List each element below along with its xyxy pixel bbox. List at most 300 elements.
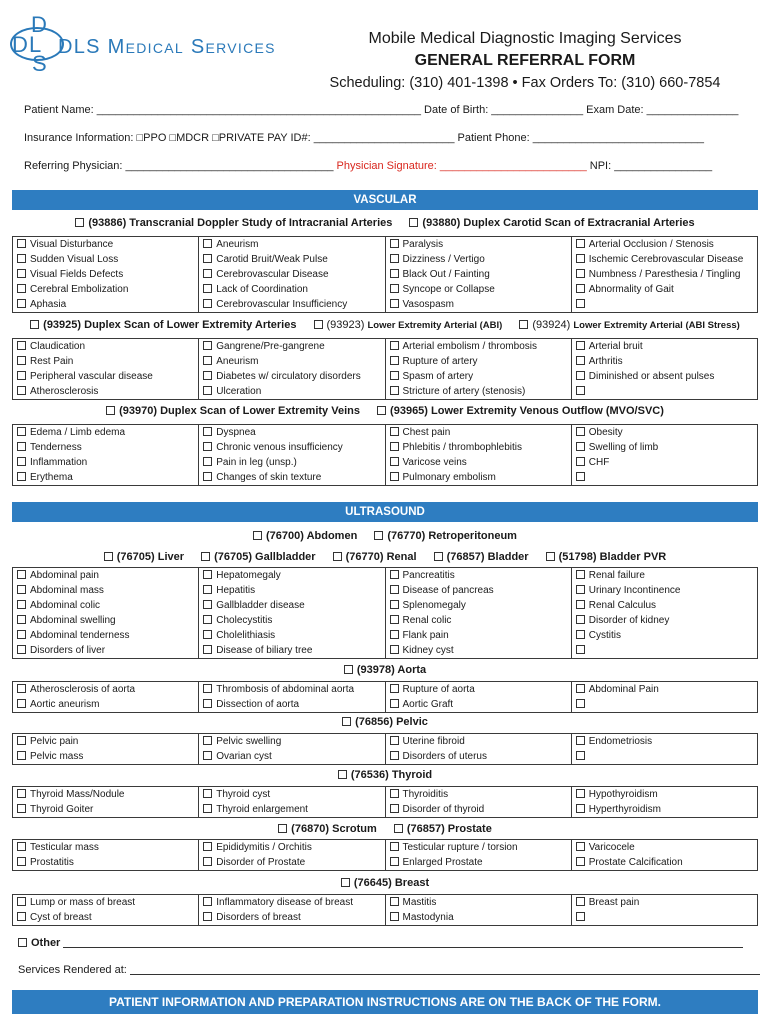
- checkbox[interactable]: [17, 804, 26, 813]
- checkbox-item[interactable]: [17, 840, 194, 855]
- checkbox-item[interactable]: [17, 697, 194, 712]
- checkbox-item[interactable]: [203, 613, 380, 628]
- checkbox-item[interactable]: [576, 297, 753, 312]
- checkbox[interactable]: [333, 552, 342, 561]
- checkbox-item[interactable]: [17, 583, 194, 598]
- checkbox[interactable]: [18, 938, 27, 947]
- checkbox[interactable]: [17, 615, 26, 624]
- checkbox-item[interactable]: [576, 252, 753, 267]
- checkbox[interactable]: [390, 386, 399, 395]
- checkbox-item[interactable]: [576, 643, 753, 658]
- checkbox-item[interactable]: [390, 802, 567, 817]
- checkbox[interactable]: [203, 472, 212, 481]
- checkbox-item[interactable]: [203, 583, 380, 598]
- checkbox[interactable]: [576, 299, 585, 308]
- checkbox-item[interactable]: [17, 613, 194, 628]
- checkbox-label: Peripheral vascular disease: [30, 371, 153, 382]
- checkbox-item[interactable]: [576, 628, 753, 643]
- checkbox[interactable]: [17, 239, 26, 248]
- checkbox[interactable]: [17, 457, 26, 466]
- checkbox-item[interactable]: [17, 282, 194, 297]
- checkbox-item[interactable]: [203, 697, 380, 712]
- checkbox[interactable]: [341, 878, 350, 887]
- checkbox[interactable]: [390, 751, 399, 760]
- checkbox[interactable]: [201, 552, 210, 561]
- checkbox-item[interactable]: [576, 855, 753, 870]
- grid-column: [571, 568, 757, 659]
- checkbox[interactable]: [17, 645, 26, 654]
- checkbox-item[interactable]: [17, 895, 194, 910]
- checkbox[interactable]: [576, 645, 585, 654]
- checkbox-item[interactable]: [203, 749, 380, 764]
- checkbox-item[interactable]: [576, 354, 753, 369]
- checkbox-item[interactable]: [203, 425, 380, 440]
- checkbox-item[interactable]: [203, 297, 380, 312]
- checkbox-label: Disorder of Prostate: [216, 857, 306, 868]
- checkbox-item[interactable]: [576, 425, 753, 440]
- patient-name-line[interactable]: Patient Name: _____________________________________________________ Date of Birth: _______________ Exam Date: _______________: [24, 104, 739, 116]
- checkbox-label: Rupture of aorta: [402, 684, 475, 695]
- checkbox-item[interactable]: [17, 425, 194, 440]
- checkbox-item[interactable]: [576, 455, 753, 470]
- checkbox-item[interactable]: [390, 855, 567, 870]
- checkbox-label: Carotid Bruit/Weak Pulse: [216, 254, 328, 265]
- checkbox-label: Aortic Graft: [402, 699, 454, 710]
- checkbox-item[interactable]: [576, 734, 753, 749]
- checkbox[interactable]: [390, 684, 399, 693]
- checkbox-label: Thyroid Mass/Nodule: [30, 789, 125, 800]
- checkbox[interactable]: [203, 897, 212, 906]
- checkbox-item[interactable]: [203, 455, 380, 470]
- checkbox[interactable]: [390, 585, 399, 594]
- checkbox-label: Gangrene/Pre-gangrene: [216, 341, 325, 352]
- checkbox-label: Breast pain: [588, 897, 640, 908]
- checkbox[interactable]: [17, 630, 26, 639]
- checkbox-item[interactable]: [576, 267, 753, 282]
- checkbox[interactable]: [17, 254, 26, 263]
- referring-physician-field[interactable]: Referring Physician: __________________________________: [24, 160, 337, 172]
- checkbox[interactable]: [17, 751, 26, 760]
- checkbox-item[interactable]: [576, 282, 753, 297]
- checkbox-item[interactable]: [203, 252, 380, 267]
- checkbox[interactable]: [17, 699, 26, 708]
- checkbox-item[interactable]: [203, 682, 380, 697]
- checkbox[interactable]: [17, 341, 26, 350]
- checkbox[interactable]: [377, 406, 386, 415]
- checkbox[interactable]: [253, 531, 262, 540]
- checkbox[interactable]: [390, 371, 399, 380]
- checkbox-label: Disorder of thyroid: [402, 804, 485, 815]
- checkbox-item[interactable]: [576, 568, 753, 583]
- checkbox[interactable]: [203, 457, 212, 466]
- checkbox[interactable]: [203, 269, 212, 278]
- checkbox[interactable]: [576, 600, 585, 609]
- checkbox[interactable]: [203, 239, 212, 248]
- services-rendered-field-line[interactable]: [130, 974, 760, 975]
- checkbox[interactable]: [203, 356, 212, 365]
- checkbox-item[interactable]: [203, 734, 380, 749]
- checkbox-item[interactable]: [576, 440, 753, 455]
- checkbox[interactable]: [390, 842, 399, 851]
- checkbox[interactable]: [203, 912, 212, 921]
- grid-column: [385, 895, 571, 926]
- checkbox[interactable]: [17, 442, 26, 451]
- checkbox[interactable]: [338, 770, 347, 779]
- checkbox[interactable]: [17, 299, 26, 308]
- checkbox[interactable]: [434, 552, 443, 561]
- checkbox-item[interactable]: [390, 455, 567, 470]
- checkbox-item[interactable]: [390, 282, 567, 297]
- checkbox-item[interactable]: [203, 643, 380, 658]
- checkbox-item[interactable]: [390, 440, 567, 455]
- checkbox[interactable]: [576, 472, 585, 481]
- checkbox-item[interactable]: [390, 252, 567, 267]
- exam-prostate: (76857) Prostate: [406, 823, 492, 835]
- checkbox-item[interactable]: [390, 568, 567, 583]
- checkbox-label: Cystitis: [588, 630, 621, 641]
- other-line[interactable]: [18, 937, 743, 949]
- checkbox[interactable]: [576, 842, 585, 851]
- checkbox-item[interactable]: [203, 282, 380, 297]
- checkbox[interactable]: [576, 804, 585, 813]
- checkbox-item[interactable]: [203, 598, 380, 613]
- checkbox-item[interactable]: [390, 470, 567, 485]
- exam-abi: Lower Extremity Arterial (ABI): [367, 320, 503, 331]
- checkbox-item[interactable]: [17, 787, 194, 802]
- checkbox-item[interactable]: [390, 339, 567, 354]
- checkbox[interactable]: [390, 600, 399, 609]
- checkbox-item[interactable]: [203, 895, 380, 910]
- checkbox-item[interactable]: [203, 568, 380, 583]
- checkbox[interactable]: [203, 736, 212, 745]
- checkbox[interactable]: [342, 717, 351, 726]
- checkbox[interactable]: [75, 218, 84, 227]
- checkbox-item[interactable]: [17, 643, 194, 658]
- checkbox[interactable]: [390, 356, 399, 365]
- checkbox-item[interactable]: [17, 568, 194, 583]
- checkbox[interactable]: [17, 427, 26, 436]
- exam-abi-stress-code: (93924): [532, 319, 571, 331]
- checkbox[interactable]: [390, 857, 399, 866]
- checkbox[interactable]: [576, 897, 585, 906]
- checkbox-item[interactable]: [17, 802, 194, 817]
- checkbox[interactable]: [203, 427, 212, 436]
- checkbox-item[interactable]: [203, 910, 380, 925]
- checkbox-item[interactable]: [17, 598, 194, 613]
- checkbox-item[interactable]: [576, 697, 753, 712]
- checkbox-item[interactable]: [203, 628, 380, 643]
- checkbox-item[interactable]: [17, 369, 194, 384]
- checkbox-item[interactable]: [390, 840, 567, 855]
- checkbox[interactable]: [576, 912, 585, 921]
- checkbox[interactable]: [17, 269, 26, 278]
- checkbox-item[interactable]: [203, 369, 380, 384]
- checkbox[interactable]: [203, 570, 212, 579]
- checkbox-item[interactable]: [203, 237, 380, 252]
- checkbox[interactable]: [390, 789, 399, 798]
- checkbox[interactable]: [576, 615, 585, 624]
- checkbox-label: Pelvic swelling: [216, 736, 282, 747]
- checkbox[interactable]: [390, 645, 399, 654]
- checkbox-item[interactable]: [390, 354, 567, 369]
- checkbox[interactable]: [203, 615, 212, 624]
- checkbox[interactable]: [576, 239, 585, 248]
- checkbox[interactable]: [203, 299, 212, 308]
- checkbox[interactable]: [203, 341, 212, 350]
- checkbox-label: Pulmonary embolism: [402, 472, 496, 483]
- checkbox[interactable]: [203, 804, 212, 813]
- checkbox[interactable]: [30, 320, 39, 329]
- checkbox[interactable]: [576, 699, 585, 708]
- services-rendered-line[interactable]: [18, 964, 760, 976]
- checkbox[interactable]: [390, 472, 399, 481]
- checkbox[interactable]: [390, 570, 399, 579]
- checkbox-item[interactable]: [576, 910, 753, 925]
- checkbox-item[interactable]: [576, 583, 753, 598]
- checkbox-item[interactable]: [17, 267, 194, 282]
- checkbox[interactable]: [390, 897, 399, 906]
- checkbox[interactable]: [203, 284, 212, 293]
- exam-abi-code: (93923): [326, 319, 365, 331]
- checkbox-item[interactable]: [576, 598, 753, 613]
- checkbox-label: Hepatitis: [216, 585, 256, 596]
- checkbox[interactable]: [203, 585, 212, 594]
- checkbox-item[interactable]: [390, 425, 567, 440]
- checkbox[interactable]: [17, 386, 26, 395]
- checkbox[interactable]: [390, 457, 399, 466]
- checkbox-item[interactable]: [576, 339, 753, 354]
- checkbox[interactable]: [390, 912, 399, 921]
- insurance-line[interactable]: Insurance Information: □PPO □MDCR □PRIVATE PAY ID#: _______________________ Patient Phone: ____________________________: [24, 132, 705, 144]
- checkbox[interactable]: [576, 442, 585, 451]
- checkbox[interactable]: [203, 630, 212, 639]
- checkbox[interactable]: [394, 824, 403, 833]
- checkbox-item[interactable]: [576, 895, 753, 910]
- checkbox[interactable]: [203, 857, 212, 866]
- other-label: Other: [31, 937, 61, 949]
- checkbox-item[interactable]: [17, 297, 194, 312]
- checkbox[interactable]: [390, 427, 399, 436]
- checkbox[interactable]: [203, 684, 212, 693]
- checkbox[interactable]: [17, 472, 26, 481]
- checkbox[interactable]: [104, 552, 113, 561]
- physician-signature-field[interactable]: Physician Signature: ________________________: [336, 160, 587, 172]
- checkbox[interactable]: [390, 615, 399, 624]
- checkbox[interactable]: [17, 284, 26, 293]
- checkbox[interactable]: [390, 284, 399, 293]
- checkbox-label: Pelvic pain: [30, 736, 79, 747]
- checkbox[interactable]: [17, 897, 26, 906]
- checkbox[interactable]: [390, 299, 399, 308]
- checkbox-item[interactable]: [390, 734, 567, 749]
- checkbox[interactable]: [390, 804, 399, 813]
- checkbox[interactable]: [203, 699, 212, 708]
- checkbox-item[interactable]: [203, 267, 380, 282]
- checkbox-item[interactable]: [17, 910, 194, 925]
- checkbox-item[interactable]: [390, 598, 567, 613]
- checkbox[interactable]: [576, 585, 585, 594]
- checkbox-item[interactable]: [390, 613, 567, 628]
- checkbox[interactable]: [390, 254, 399, 263]
- checkbox[interactable]: [409, 218, 418, 227]
- checkbox-item[interactable]: [203, 354, 380, 369]
- checkbox-item[interactable]: [203, 855, 380, 870]
- grid-column: [385, 840, 571, 871]
- checkbox-label: Enlarged Prostate: [402, 857, 483, 868]
- checkbox[interactable]: [17, 857, 26, 866]
- checkbox-item[interactable]: [17, 455, 194, 470]
- checkbox-item[interactable]: [17, 252, 194, 267]
- checkbox-item[interactable]: [17, 749, 194, 764]
- checkbox-item[interactable]: [576, 682, 753, 697]
- checkbox[interactable]: [390, 736, 399, 745]
- checkbox-item[interactable]: [17, 384, 194, 399]
- checkbox[interactable]: [576, 386, 585, 395]
- checkbox[interactable]: [278, 824, 287, 833]
- checkbox[interactable]: [203, 386, 212, 395]
- checkbox[interactable]: [576, 684, 585, 693]
- checkbox[interactable]: [17, 585, 26, 594]
- checkbox-label: Prostatitis: [30, 857, 74, 868]
- checkbox-item[interactable]: [17, 855, 194, 870]
- checkbox-item[interactable]: [17, 339, 194, 354]
- checkbox[interactable]: [390, 239, 399, 248]
- grid-column: [385, 237, 571, 313]
- checkbox-item[interactable]: [576, 384, 753, 399]
- checkbox[interactable]: [576, 254, 585, 263]
- checkbox[interactable]: [344, 665, 353, 674]
- checkbox-item[interactable]: [203, 440, 380, 455]
- checkbox[interactable]: [576, 630, 585, 639]
- checkbox[interactable]: [314, 320, 323, 329]
- exam-renal: (76770) Renal: [345, 551, 417, 563]
- checkbox-label: Arthritis: [588, 356, 623, 367]
- checkbox-item[interactable]: [203, 339, 380, 354]
- checkbox[interactable]: [374, 531, 383, 540]
- checkbox-item[interactable]: [576, 787, 753, 802]
- checkbox[interactable]: [17, 684, 26, 693]
- checkbox-item[interactable]: [17, 237, 194, 252]
- checkbox-item[interactable]: [203, 802, 380, 817]
- checkbox-item[interactable]: [576, 749, 753, 764]
- checkbox-label: Thyroid Goiter: [30, 804, 94, 815]
- checkbox[interactable]: [576, 736, 585, 745]
- checkbox-item[interactable]: [576, 840, 753, 855]
- checkbox-item[interactable]: [390, 384, 567, 399]
- checkbox[interactable]: [576, 341, 585, 350]
- checkbox[interactable]: [17, 912, 26, 921]
- checkbox-label: Thyroid enlargement: [216, 804, 308, 815]
- checkbox[interactable]: [390, 630, 399, 639]
- checkbox-item[interactable]: [17, 470, 194, 485]
- checkbox[interactable]: [390, 341, 399, 350]
- checkbox-item[interactable]: [576, 802, 753, 817]
- other-field-line[interactable]: [63, 947, 743, 948]
- checkbox-item[interactable]: [390, 749, 567, 764]
- checkbox-item[interactable]: [17, 682, 194, 697]
- grid-column: [13, 425, 199, 486]
- checkbox-item[interactable]: [203, 384, 380, 399]
- checkbox[interactable]: [17, 789, 26, 798]
- checkbox-label: Ovarian cyst: [216, 751, 272, 762]
- checkbox-item[interactable]: [17, 628, 194, 643]
- checkbox[interactable]: [576, 356, 585, 365]
- checkbox-label: Vasospasm: [402, 299, 455, 310]
- checkbox[interactable]: [203, 789, 212, 798]
- checkbox-item[interactable]: [576, 470, 753, 485]
- checkbox-label: Edema / Limb edema: [30, 427, 126, 438]
- checkbox[interactable]: [203, 600, 212, 609]
- checkbox[interactable]: [576, 427, 585, 436]
- checkbox-item[interactable]: [203, 840, 380, 855]
- checkbox[interactable]: [576, 284, 585, 293]
- checkbox[interactable]: [576, 269, 585, 278]
- checkbox-item[interactable]: [576, 613, 753, 628]
- checkbox-item[interactable]: [390, 237, 567, 252]
- checkbox-item[interactable]: [390, 583, 567, 598]
- physician-line[interactable]: [24, 160, 712, 172]
- checkbox[interactable]: [17, 371, 26, 380]
- checkbox-item[interactable]: [576, 369, 753, 384]
- checkbox[interactable]: [203, 371, 212, 380]
- checkbox[interactable]: [17, 570, 26, 579]
- checkbox[interactable]: [203, 645, 212, 654]
- checkbox[interactable]: [203, 442, 212, 451]
- checkbox[interactable]: [576, 857, 585, 866]
- checkbox[interactable]: [17, 356, 26, 365]
- checkbox[interactable]: [17, 842, 26, 851]
- grid-column: [199, 787, 385, 818]
- checkbox[interactable]: [17, 600, 26, 609]
- checkbox[interactable]: [576, 751, 585, 760]
- checkbox[interactable]: [576, 570, 585, 579]
- checkbox[interactable]: [390, 699, 399, 708]
- checkbox-item[interactable]: [390, 895, 567, 910]
- checkbox-item[interactable]: [390, 697, 567, 712]
- checkbox-item[interactable]: [17, 354, 194, 369]
- checkbox[interactable]: [390, 269, 399, 278]
- checkbox[interactable]: [576, 789, 585, 798]
- checkbox-label: Urinary Incontinence: [588, 585, 681, 596]
- checkbox[interactable]: [576, 371, 585, 380]
- checkbox[interactable]: [203, 254, 212, 263]
- ultrasound-scrotum-prostate-grid: [12, 839, 758, 871]
- checkbox-item[interactable]: [203, 787, 380, 802]
- checkbox-item[interactable]: [576, 237, 753, 252]
- checkbox-item[interactable]: [390, 369, 567, 384]
- checkbox[interactable]: [576, 457, 585, 466]
- checkbox-item[interactable]: [17, 440, 194, 455]
- checkbox[interactable]: [203, 842, 212, 851]
- checkbox-item[interactable]: [390, 682, 567, 697]
- checkbox[interactable]: [519, 320, 528, 329]
- checkbox-item[interactable]: [17, 734, 194, 749]
- checkbox[interactable]: [546, 552, 555, 561]
- checkbox-item[interactable]: [390, 628, 567, 643]
- checkbox-item[interactable]: [390, 787, 567, 802]
- checkbox-item[interactable]: [390, 267, 567, 282]
- checkbox-item[interactable]: [390, 297, 567, 312]
- checkbox-item[interactable]: [390, 643, 567, 658]
- checkbox[interactable]: [390, 442, 399, 451]
- npi-field[interactable]: NPI: ________________: [586, 160, 713, 172]
- checkbox-item[interactable]: [390, 910, 567, 925]
- checkbox[interactable]: [17, 736, 26, 745]
- checkbox[interactable]: [106, 406, 115, 415]
- checkbox[interactable]: [203, 751, 212, 760]
- checkbox-item[interactable]: [203, 470, 380, 485]
- exam-scrotum: (76870) Scrotum: [291, 823, 377, 835]
